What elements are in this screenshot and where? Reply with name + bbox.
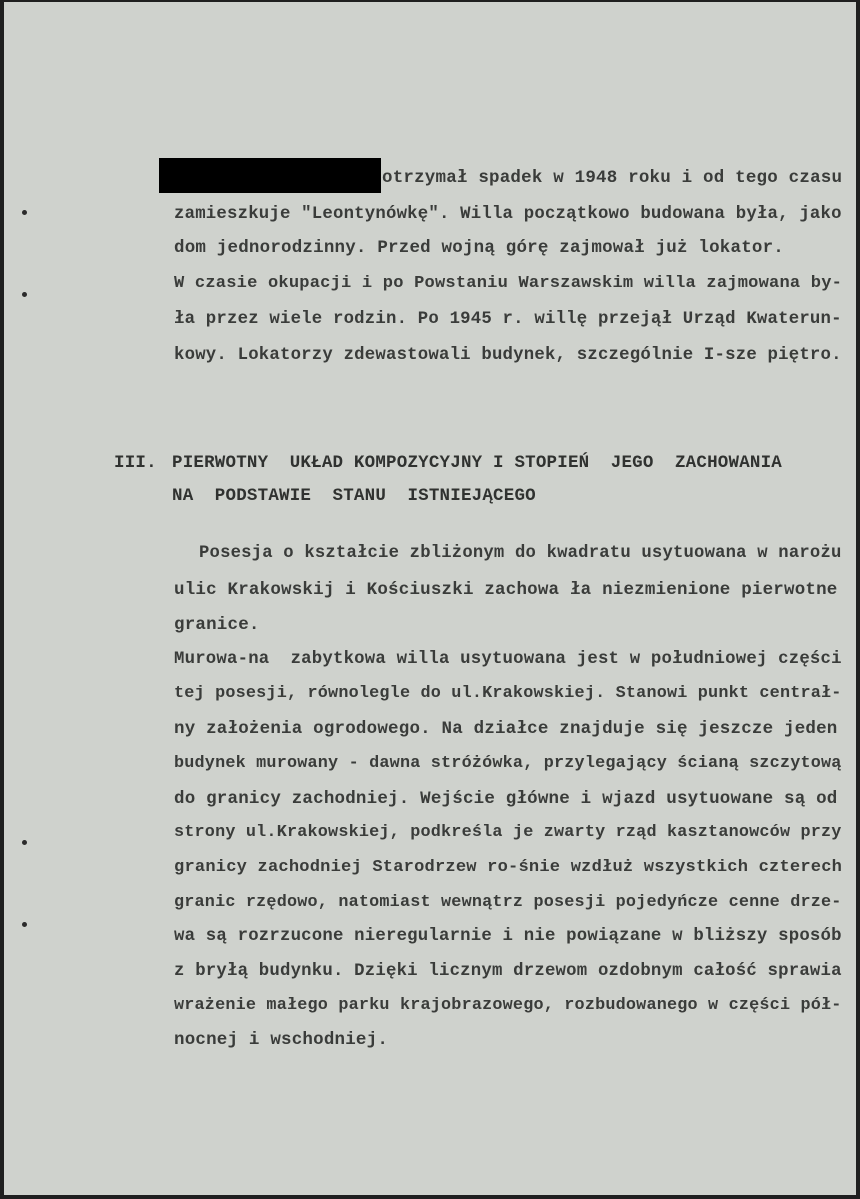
margin-mark [22, 840, 27, 845]
text-line: z bryłą budynku. Dzięki licznym drzewom ozdobnym całość sprawia [174, 962, 842, 981]
text-line: ulic Krakowskij i Kościuszki zachowa ła niezmienione pierwotne [174, 580, 838, 600]
text-line: kowy. Lokatorzy zdewastowali budynek, szczególnie I-sze piętro. [174, 346, 842, 365]
section-title: NA PODSTAWIE STANU ISTNIEJĄCEGO [172, 486, 536, 506]
text-line: ła przez wiele rodzin. Po 1945 r. willę przejął Urząd Kwaterun- [174, 310, 842, 329]
text-line: nocnej i wschodniej. [174, 1030, 389, 1050]
text-line: Murowa-na zabytkowa willa usytuowana jest w południowej części [174, 650, 842, 669]
redaction-bar [159, 158, 381, 193]
section-number: III. [114, 453, 157, 473]
text-line: dom jednorodzinny. Przed wojną górę zajmował już lokator. [174, 238, 784, 258]
section-title: PIERWOTNY UKŁAD KOMPOZYCYJNY I STOPIEŃ JEGO ZACHOWANIA [172, 453, 782, 473]
text-line: granicy zachodniej Starodrzew ro-śnie wzdłuż wszystkich czterech [174, 858, 843, 877]
text-line: granic rzędowo, natomiast wewnątrz posesji pojedyńcze cenne drze- [174, 893, 842, 912]
text-line: zamieszkuje "Leontynówkę". Willa początkowo budowana była, jako [174, 205, 842, 224]
text-line: strony ul.Krakowskiej, podkreśla je zwarty rząd kasztanowców przy [174, 823, 842, 842]
margin-mark [22, 922, 27, 927]
document-page [4, 2, 856, 1195]
text-line: wrażenie małego parku krajobrazowego, rozbudowanego w części pół- [174, 996, 842, 1015]
text-line: tej posesji, równolegle do ul.Krakowskiej. Stanowi punkt centrał- [174, 684, 842, 703]
text-line: granice. [174, 615, 260, 635]
text-line: wa są rozrzucone nieregularnie i nie powiązane w bliższy sposób [174, 927, 842, 946]
text-line: Posesja o kształcie zbliżonym do kwadratu usytuowana w narożu [199, 544, 842, 563]
margin-mark [22, 210, 27, 215]
text-line: budynek murowany - dawna stróżówka, przylegający ścianą szczytową [174, 754, 842, 773]
text-line: ny założenia ogrodowego. Na działce znajduje się jeszcze jeden [174, 719, 838, 739]
text-line: do granicy zachodniej. Wejście główne i wjazd usytuowane są od [174, 789, 838, 809]
text-line: W czasie okupacji i po Powstaniu Warszawskim willa zajmowana by- [174, 274, 843, 293]
margin-mark [22, 292, 27, 297]
text-line: otrzymał spadek w 1948 roku i od tego czasu [382, 168, 843, 188]
